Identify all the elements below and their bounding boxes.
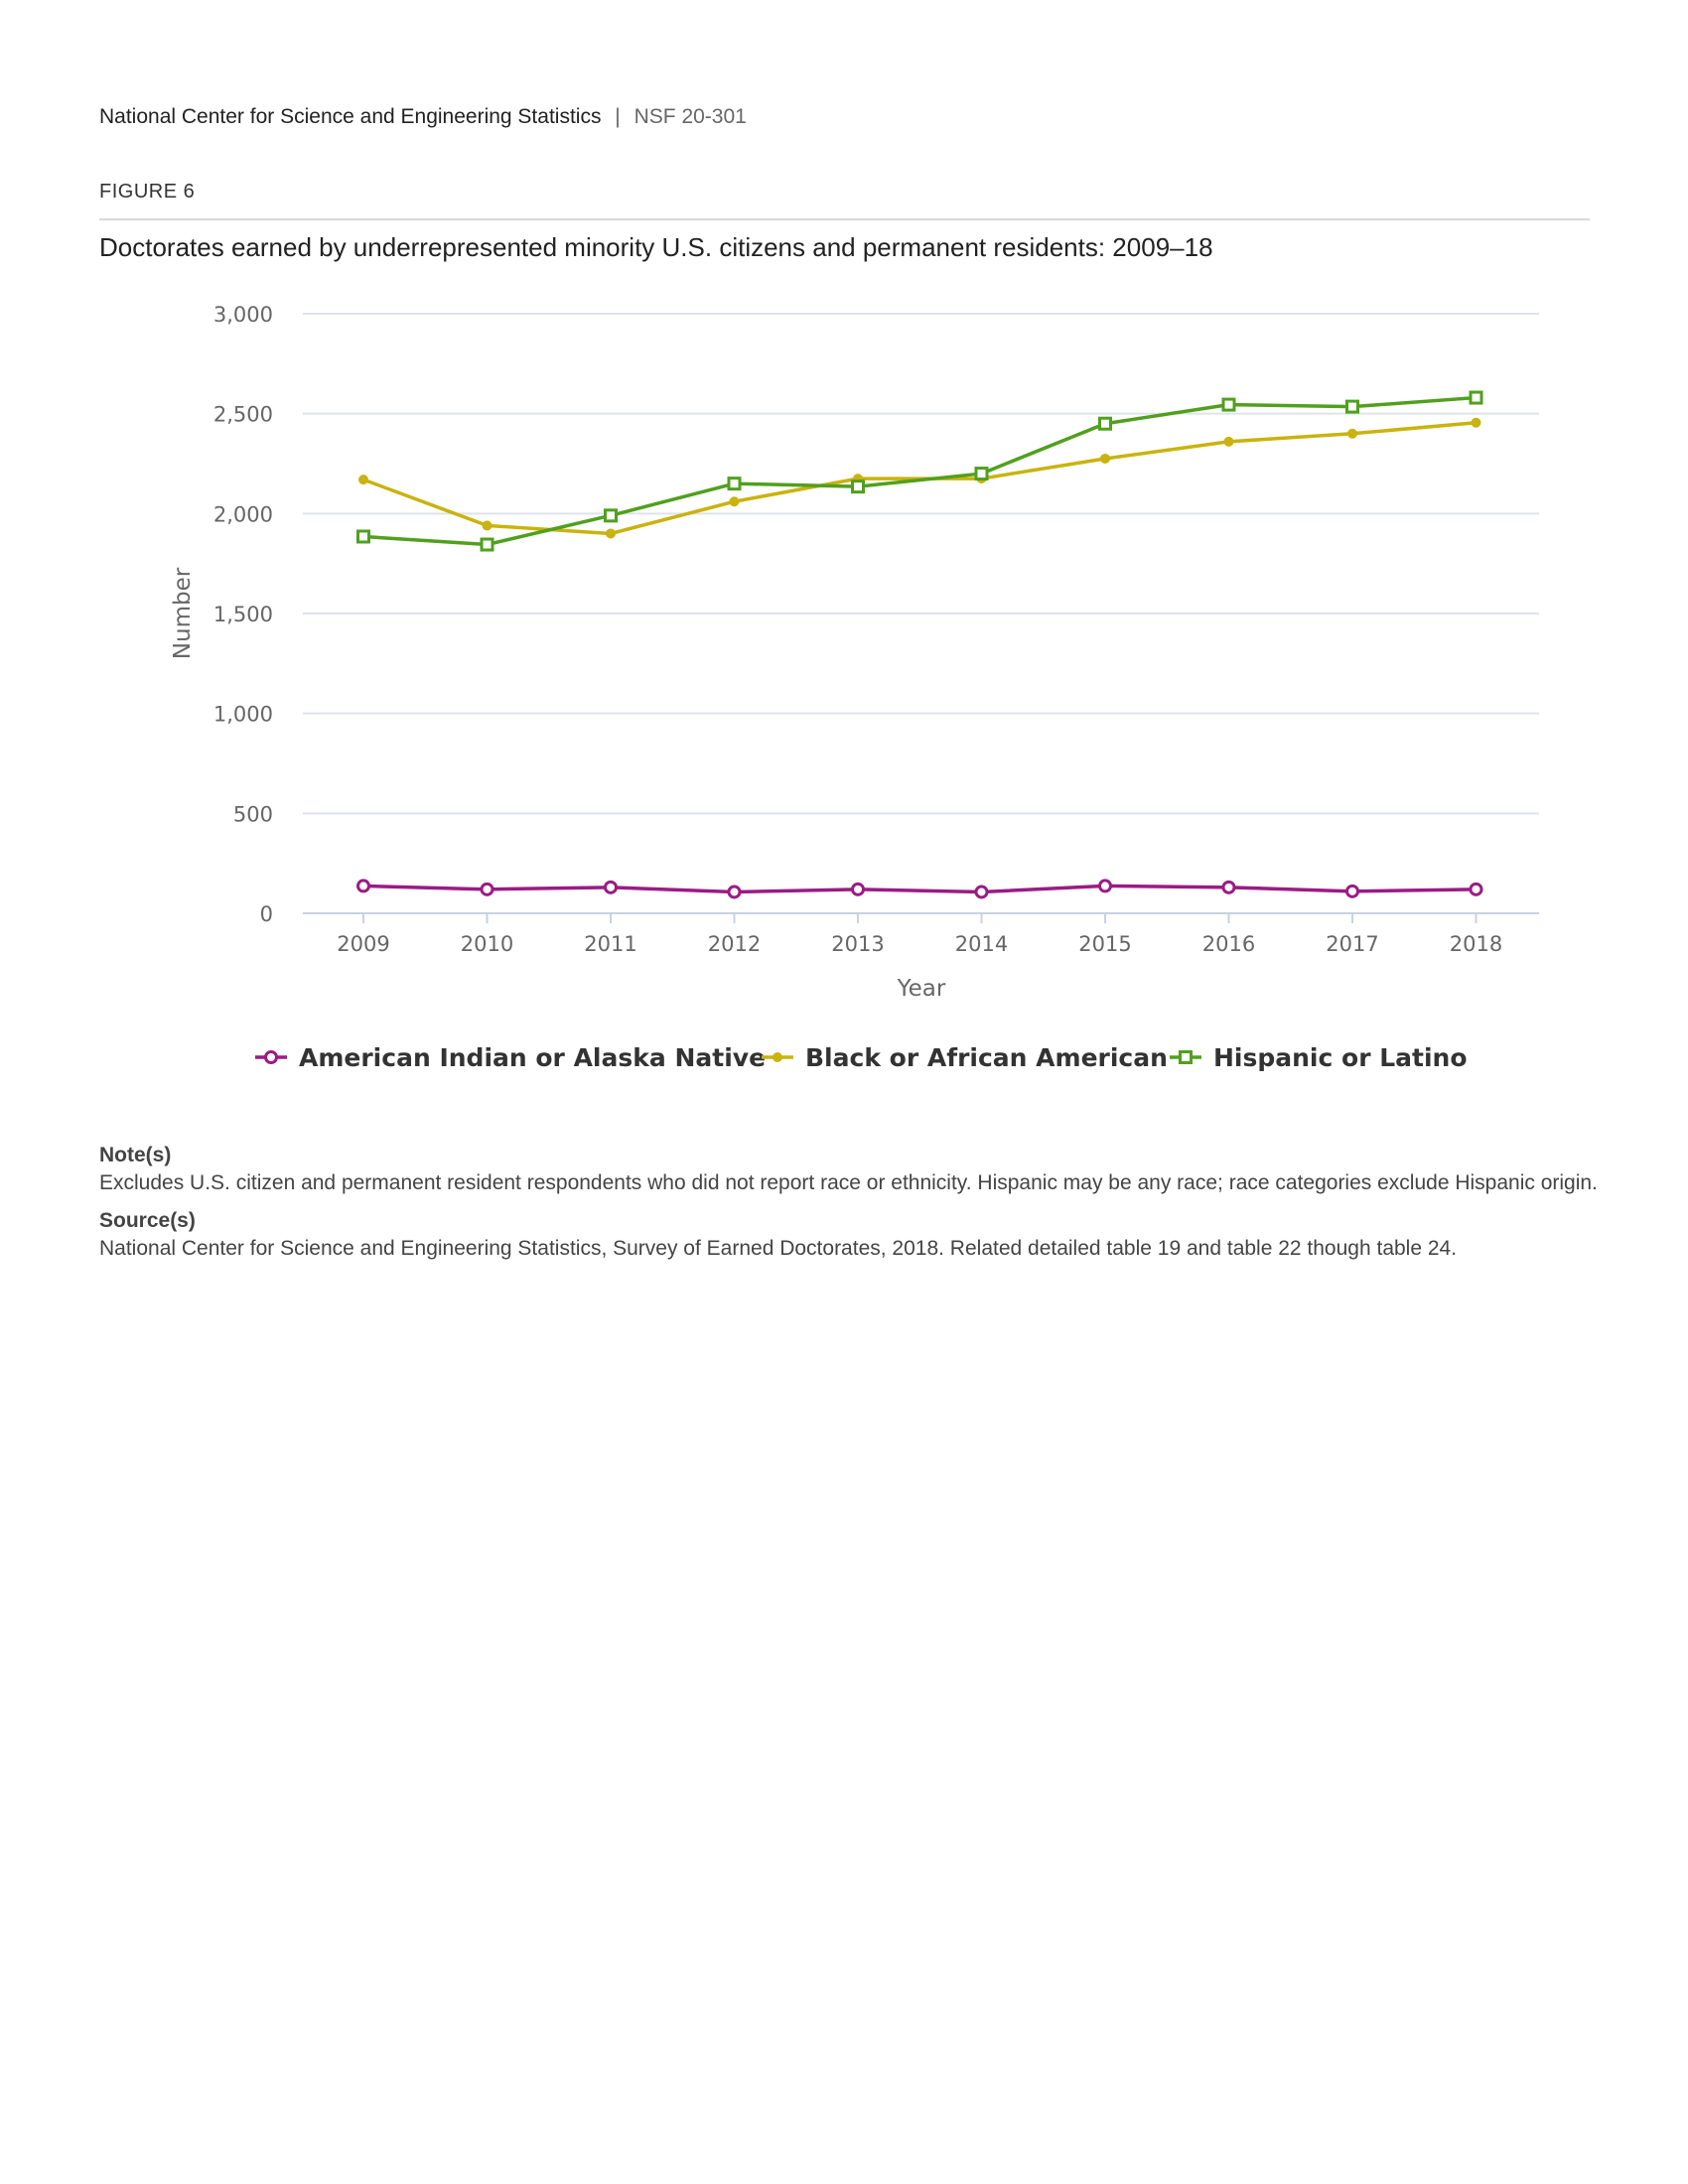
data-point-black-or-african-american	[483, 521, 492, 530]
data-point-black-or-african-american	[1224, 437, 1233, 446]
notes-section	[99, 1142, 1599, 1273]
data-point-american-indian-or-alaska-native	[976, 887, 987, 897]
data-point-hispanic-or-latino	[853, 481, 864, 492]
y-tick-label: 0	[259, 902, 273, 926]
data-point-hispanic-or-latino	[358, 531, 369, 542]
y-tick-label: 1,500	[212, 603, 273, 626]
org-name: National Center for Science and Engineering Statistics	[99, 105, 602, 128]
legend-marker	[774, 1053, 782, 1062]
x-axis-title: Year	[897, 976, 946, 1002]
y-tick-label: 2,000	[212, 502, 273, 527]
x-tick-label: 2013	[831, 932, 885, 956]
legend-label: Black or African American	[805, 1043, 1168, 1072]
y-axis-title: Number	[170, 567, 196, 660]
data-point-hispanic-or-latino	[482, 539, 492, 550]
x-tick-label: 2011	[584, 932, 637, 956]
data-point-american-indian-or-alaska-native	[853, 884, 864, 894]
data-point-black-or-african-american	[1472, 418, 1480, 427]
figure-label: FIGURE 6	[99, 181, 196, 203]
data-point-black-or-african-american	[359, 476, 368, 484]
y-tick-label: 500	[232, 802, 273, 827]
data-point-hispanic-or-latino	[1100, 418, 1111, 429]
data-point-hispanic-or-latino	[1471, 392, 1481, 403]
series-line-black-or-african-american	[363, 423, 1477, 534]
data-point-black-or-african-american	[1101, 454, 1110, 463]
legend-label: Hispanic or Latino	[1213, 1043, 1468, 1072]
y-tick-label: 1,000	[212, 702, 273, 727]
x-tick-label: 2009	[337, 932, 390, 956]
x-tick-label: 2015	[1078, 932, 1132, 956]
y-tick-label: 2,500	[212, 402, 273, 427]
legend-label: American Indian or Alaska Native	[299, 1043, 767, 1072]
figure-title: Doctorates earned by underrepresented minority U.S. citizens and permanent residents: 2009–18	[99, 232, 1213, 262]
data-point-american-indian-or-alaska-native	[482, 884, 492, 894]
legend-item-american-indian-or-alaska-native	[255, 1043, 766, 1072]
legend-item-black-or-african-american	[762, 1043, 1168, 1072]
series-line-hispanic-or-latino	[363, 398, 1477, 545]
header-separator: |	[615, 105, 621, 128]
data-point-black-or-african-american	[1348, 429, 1357, 438]
source-heading: Source(s)	[99, 1209, 196, 1232]
data-point-american-indian-or-alaska-native	[729, 887, 740, 897]
data-point-hispanic-or-latino	[606, 510, 617, 521]
x-tick-label: 2014	[954, 932, 1009, 956]
data-point-american-indian-or-alaska-native	[358, 881, 369, 891]
data-point-american-indian-or-alaska-native	[606, 882, 617, 892]
data-point-hispanic-or-latino	[1347, 401, 1358, 412]
note-heading: Note(s)	[99, 1144, 172, 1166]
x-tick-label: 2018	[1449, 932, 1503, 956]
y-tick-label: 3,000	[212, 303, 273, 327]
note-text: Excludes U.S. citizen and permanent resident respondents who did not report race or ethnicity. Hispanic may be any race; race categories exclude Hispanic origin.	[99, 1171, 1598, 1194]
data-point-hispanic-or-latino	[729, 478, 740, 489]
data-point-american-indian-or-alaska-native	[1223, 882, 1234, 892]
data-point-american-indian-or-alaska-native	[1100, 881, 1111, 891]
legend-marker	[1181, 1052, 1192, 1063]
data-point-black-or-african-american	[607, 529, 616, 538]
source-text: National Center for Science and Engineering Statistics, Survey of Earned Doctorates, 2018. Related detailed table 19 and table 22 though table 24.	[99, 1237, 1458, 1260]
legend-marker	[266, 1052, 277, 1063]
publication-id: NSF 20-301	[633, 105, 747, 128]
x-tick-label: 2012	[707, 932, 762, 956]
x-tick-label: 2010	[460, 932, 514, 956]
data-point-hispanic-or-latino	[1223, 399, 1234, 410]
legend-item-hispanic-or-latino	[1170, 1043, 1468, 1072]
data-point-american-indian-or-alaska-native	[1471, 884, 1481, 894]
data-point-american-indian-or-alaska-native	[1347, 886, 1358, 896]
x-tick-label: 2017	[1326, 932, 1379, 956]
data-point-black-or-african-american	[730, 497, 739, 506]
data-point-hispanic-or-latino	[976, 469, 987, 479]
x-tick-label: 2016	[1201, 932, 1256, 956]
series-line-american-indian-or-alaska-native	[363, 886, 1477, 891]
